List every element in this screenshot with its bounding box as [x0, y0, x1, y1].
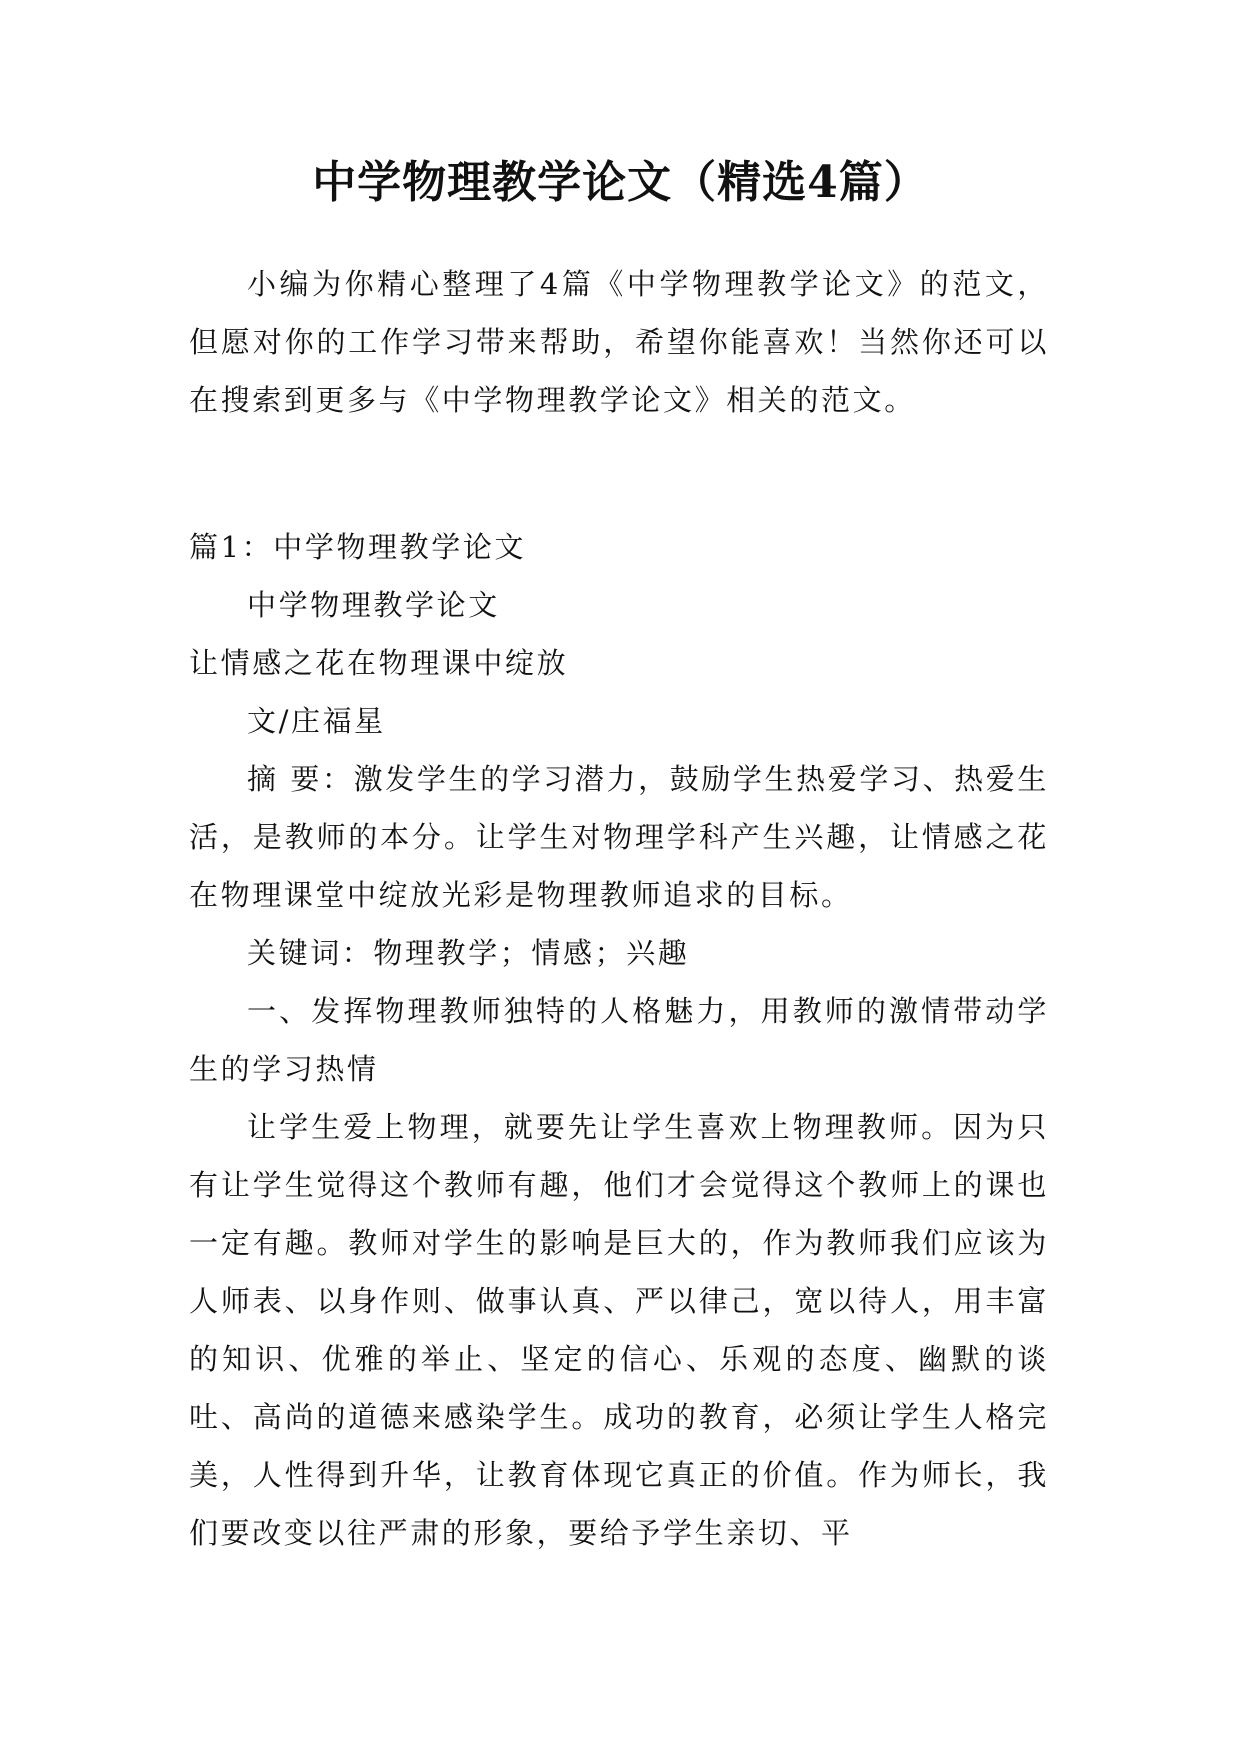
article-subtitle: 让情感之花在物理课中绽放 — [189, 646, 569, 680]
paragraph-one: 让学生爱上物理，就要先让学生喜欢上物理教师。因为只有让学生觉得这个教师有趣，他们才会觉得这个教师上的课也一定有趣。教师对学生的影响是巨大的，作为教师我们应该为人师表、以身作则、做事认真、严以律己，宽以待人，用丰富的知识、优雅的举止、坚定的信心、乐观的态度、幽默的谈吐、高尚的道德来感染学生。成功的教育，必须让学生人格完美，人性得到升华，让教育体现它真正的价值。作为师长，我们要改变以往严肃的形象，要给予学生亲切、平 — [189, 1110, 1049, 1550]
abstract-paragraph: 摘 要：激发学生的学习潜力，鼓励学生热爱学习、热爱生活，是教师的本分。让学生对物理学科产生兴趣，让情感之花在物理课堂中绽放光彩是物理教师追求的目标。 — [189, 762, 1049, 912]
keywords-line: 关键词：物理教学；情感；兴趣 — [247, 936, 690, 970]
intro-block — [189, 255, 1049, 429]
heading-one: 一、发挥物理教师独特的人格魅力，用教师的激情带动学生的学习热情 — [189, 994, 1049, 1086]
intro-paragraph: 小编为你精心整理了4篇《中学物理教学论文》的范文，但愿对你的工作学习带来帮助，希望你能喜欢！当然你还可以在搜索到更多与《中学物理教学论文》相关的范文。 — [189, 267, 1049, 417]
article-block — [189, 518, 1049, 1562]
article-author: 文/庄福星 — [247, 704, 386, 738]
section-heading: 篇1：中学物理教学论文 — [189, 530, 527, 564]
document-title: 中学物理教学论文（精选4篇） — [312, 157, 929, 208]
article-title: 中学物理教学论文 — [247, 588, 500, 622]
